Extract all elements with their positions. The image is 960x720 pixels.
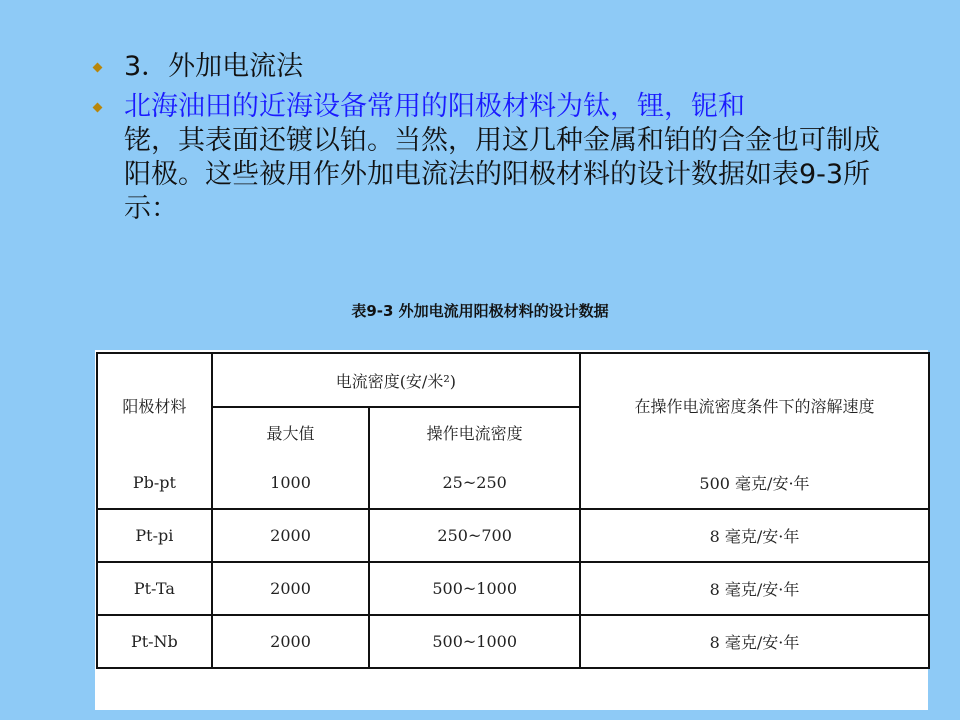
header-dissolution-rate: 在操作电流密度条件下的溶解速度 xyxy=(580,353,929,457)
cell-max: 2000 xyxy=(212,615,370,668)
cell-rate: 500 毫克/安·年 xyxy=(580,457,929,509)
cell-max: 1000 xyxy=(212,457,370,509)
anode-data-table xyxy=(96,352,930,669)
cell-rate: 8 毫克/安·年 xyxy=(580,509,929,562)
diamond-bullet-icon xyxy=(90,50,124,71)
header-current-density: 电流密度(安/米²) xyxy=(212,353,580,407)
cell-operating: 500~1000 xyxy=(369,562,580,615)
header-operating-density: 操作电流密度 xyxy=(369,407,580,457)
cell-operating: 25~250 xyxy=(369,457,580,509)
table-row xyxy=(97,457,929,509)
cell-operating: 250~700 xyxy=(369,509,580,562)
bullet-text-1: 3．外加电流法 xyxy=(124,51,304,82)
cell-rate: 8 毫克/安·年 xyxy=(580,562,929,615)
bullet-list xyxy=(90,50,890,232)
header-max-value: 最大值 xyxy=(212,407,370,457)
bullet-item-1 xyxy=(90,50,890,84)
table-row xyxy=(97,562,929,615)
table-panel xyxy=(95,350,928,710)
bullet-item-2 xyxy=(90,90,890,226)
bullet-text-2-highlight: 北海油田的近海设备常用的阳极材料为钛，锂，铌和 xyxy=(124,91,745,122)
table-row xyxy=(97,509,929,562)
cell-max: 2000 xyxy=(212,562,370,615)
table-row xyxy=(97,615,929,668)
table-caption: 表9-3 外加电流用阳极材料的设计数据 xyxy=(351,302,609,320)
diamond-bullet-icon xyxy=(90,90,124,111)
header-material: 阳极材料 xyxy=(97,353,212,457)
bullet-text-2-rest: 铑，其表面还镀以铂。当然，用这几种金属和铂的合金也可制成阳极。这些被用作外加电流法的阳极材料的设计数据如表9-3所示： xyxy=(124,125,880,224)
cell-operating: 500~1000 xyxy=(369,615,580,668)
bullet-text-2 xyxy=(124,90,890,226)
cell-material: Pt-Ta xyxy=(97,562,212,615)
cell-max: 2000 xyxy=(212,509,370,562)
cell-material: Pt-pi xyxy=(97,509,212,562)
cell-material: Pt-Nb xyxy=(97,615,212,668)
cell-material: Pb-pt xyxy=(97,457,212,509)
cell-rate: 8 毫克/安·年 xyxy=(580,615,929,668)
